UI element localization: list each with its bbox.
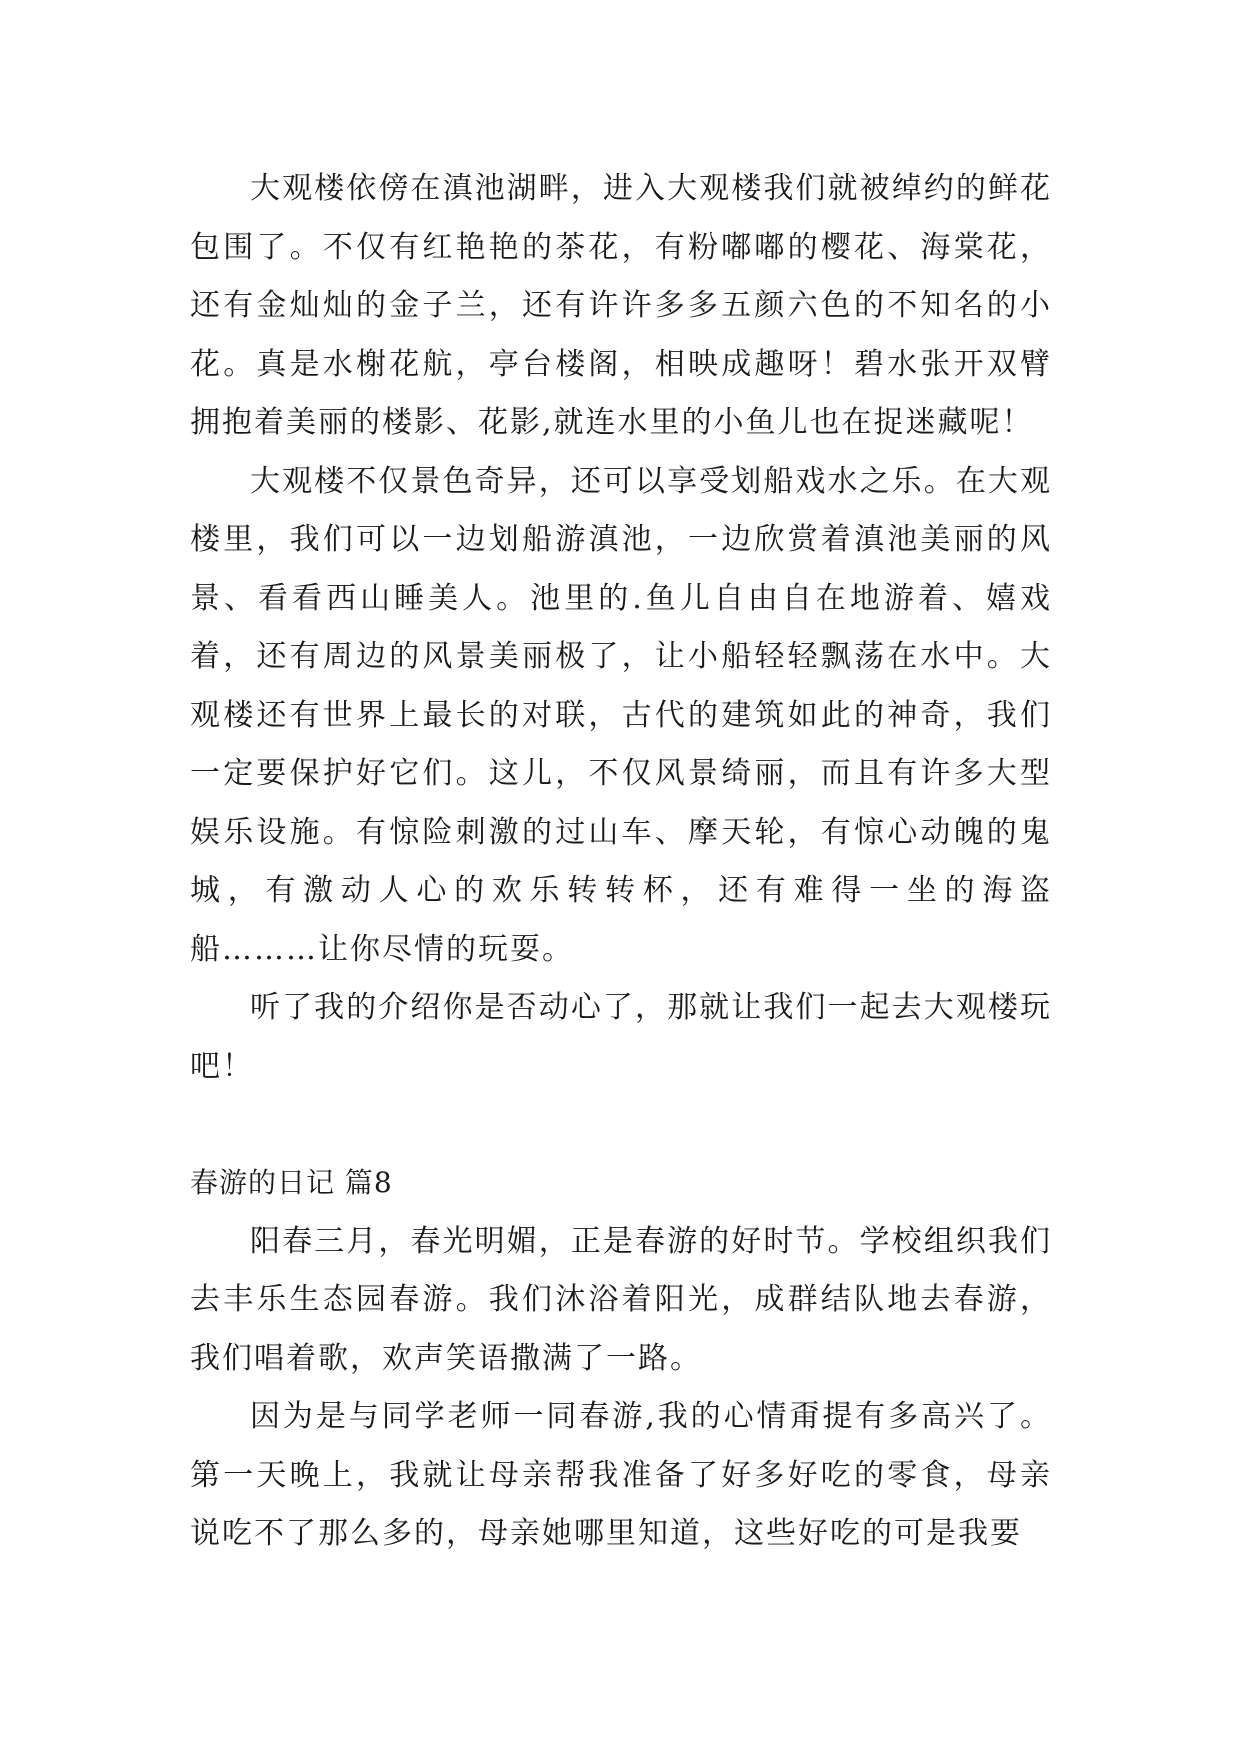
- paragraph-preparation: 因为是与同学老师一同春游,我的心情甭提有多高兴了。第一天晚上，我就让母亲帮我准备了好多好吃的零食，母亲说吃不了那么多的，母亲她哪里知道，这些好吃的可是我要: [190, 1399, 1052, 1551]
- section-title: 春游的日记 篇8: [190, 1166, 393, 1199]
- paragraph-daguanlou-boating: 大观楼不仅景色奇异，还可以享受划船戏水之乐。在大观楼里，我们可以一边划船游滇池，一边欣赏着滇池美丽的风景、看看西山睡美人。池里的.鱼儿自由自在地游着、嬉戏着，还有周边的风景美丽极了，让小船轻轻飘荡在水中。大观楼还有世界上最长的对联，古代的建筑如此的神奇，我们一定要保护好它们。这儿，不仅风景绮丽，而且有许多大型娱乐设施。有惊险刺激的过山车、摩天轮，有惊心动魄的鬼城，有激动人心的欢乐转转杯，还有难得一坐的海盗船………让你尽情的玩耍。: [190, 463, 1052, 967]
- paragraph-daguanlou-flowers: 大观楼依傍在滇池湖畔，进入大观楼我们就被绰约的鲜花包围了。不仅有红艳艳的茶花，有粉嘟嘟的樱花、海棠花，还有金灿灿的金子兰，还有许许多多五颜六色的不知名的小花。真是水榭花航，亭台楼阁，相映成趣呀！碧水张开双臂拥抱着美丽的楼影、花影,就连水里的小鱼儿也在捉迷藏呢！: [190, 171, 1052, 440]
- paragraph-spring-outing: 阳春三月，春光明媚，正是春游的好时节。学校组织我们去丰乐生态园春游。我们沐浴着阳光，成群结队地去春游，我们唱着歌，欢声笑语撒满了一路。: [190, 1223, 1052, 1376]
- paragraph-daguanlou-invitation: 听了我的介绍你是否动心了，那就让我们一起去大观楼玩吧！: [190, 990, 1052, 1084]
- document-body: [190, 160, 1052, 1564]
